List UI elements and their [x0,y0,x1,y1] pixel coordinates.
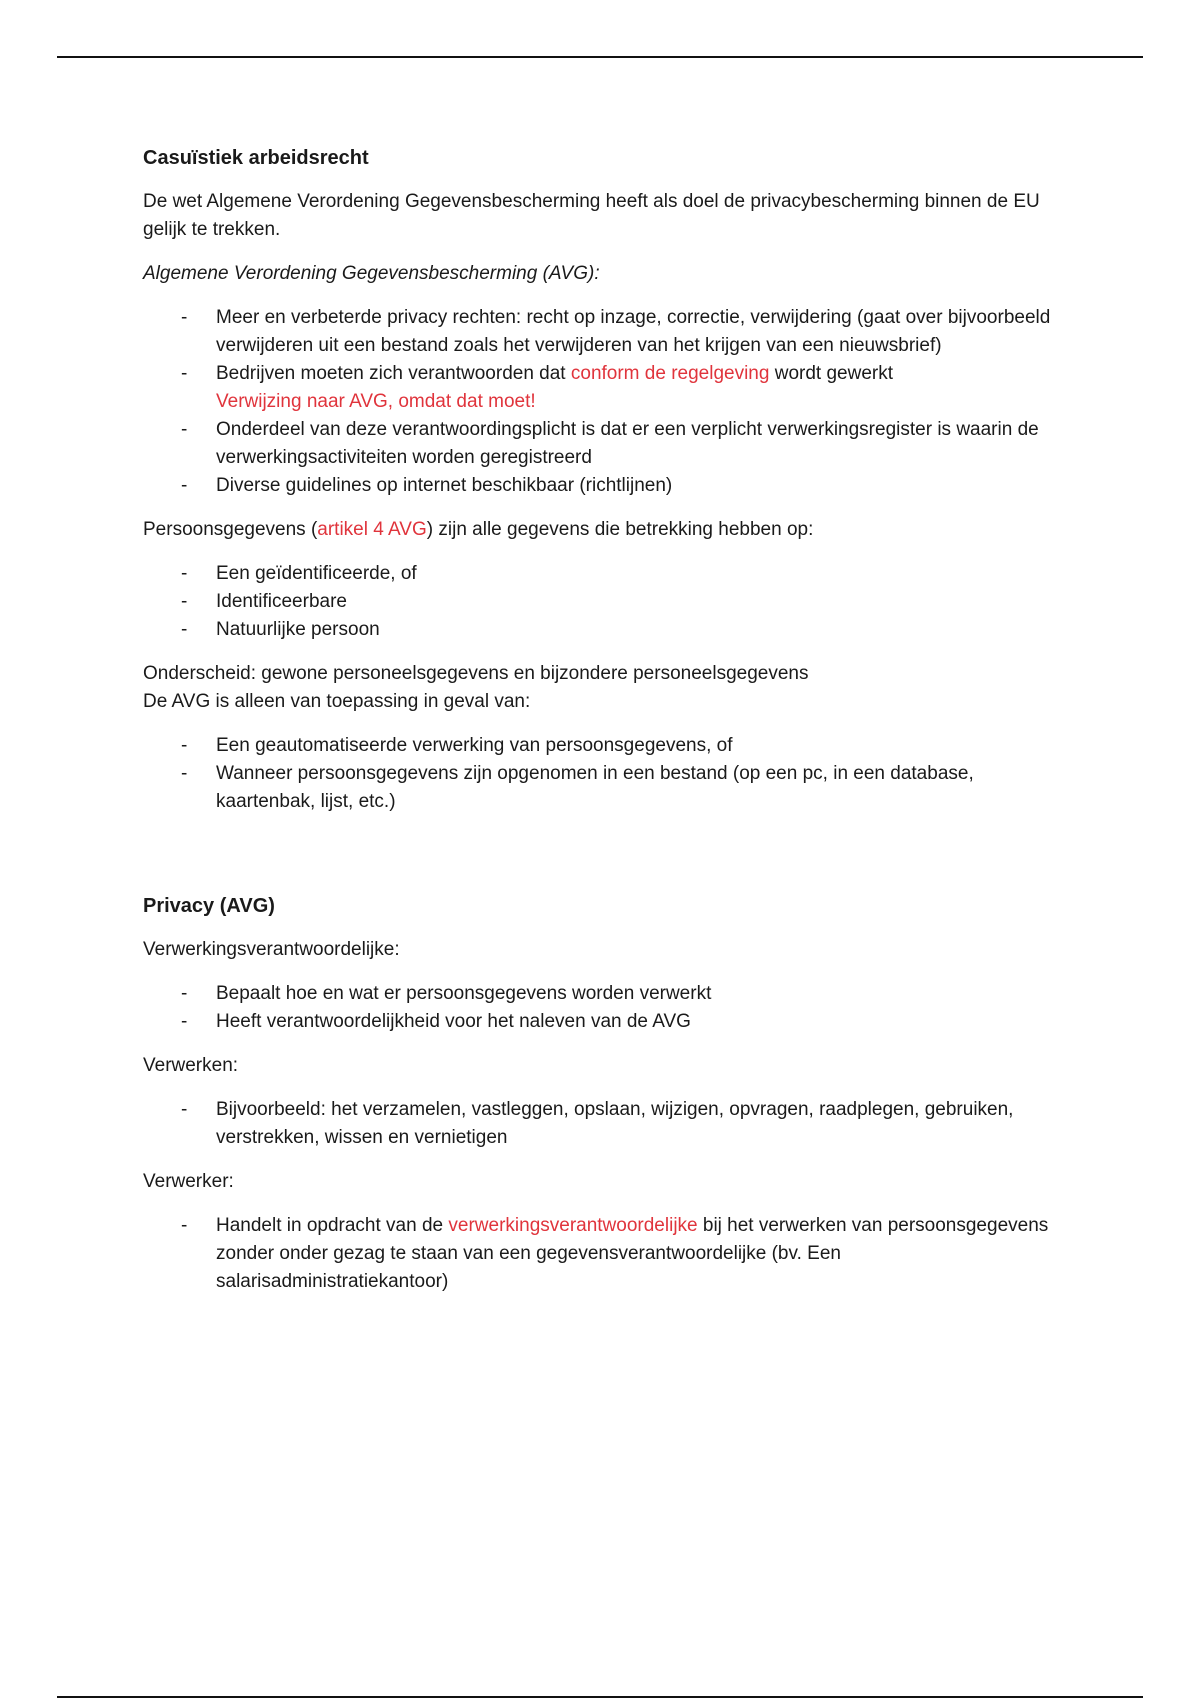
section-title-privacy: Privacy (AVG) [143,895,275,917]
list-item [143,416,1063,472]
list-item-text: Een geautomatiseerde verwerking van persoonsgegevens, of [216,735,733,756]
toepassing-text: De AVG is alleen van toepassing in geval van: [143,691,531,712]
avg-list [143,304,1063,500]
onderscheid-paragraph [143,660,1063,716]
dash-marker: - [181,591,188,612]
document-page [143,140,1063,1312]
vv-list [143,980,1063,1036]
verwerken-list [143,1096,1063,1152]
dash-marker: - [181,1099,188,1120]
list-item [143,732,1063,760]
list-item-text: Bepaalt hoe en wat er persoonsgegevens worden verwerkt [216,983,712,1004]
persoonsgegevens-paragraph [143,516,1063,544]
highlight-conform: conform de regelgeving [570,363,770,384]
dash-marker: - [181,363,188,384]
top-rule [57,56,1143,58]
verwerken-label: Verwerken: [143,1055,239,1076]
dash-marker: - [181,1011,188,1032]
dash-marker: - [181,1215,188,1236]
list-item [143,1008,1063,1036]
dash-marker: - [181,419,188,440]
text-segment: Bedrijven moeten zich verantwoorden dat [216,363,571,384]
list-item [143,980,1063,1008]
list-item-text: Een geïdentificeerde, of [216,563,417,584]
dash-marker: - [181,307,188,328]
text-segment: wordt gewerkt [769,363,893,384]
list-item [143,304,1063,360]
dash-marker: - [181,475,188,496]
list-item-text: Natuurlijke persoon [216,619,380,640]
dash-marker: - [181,983,188,1004]
intro-paragraph: De wet Algemene Verordening Gegevensbescherming heeft als doel de privacybescherming binnen de EU gelijk te trekken. [143,191,1040,240]
avg-label: Algemene Verordening Gegevensbescherming (AVG): [143,263,600,284]
list-item [143,472,1063,500]
dash-marker: - [181,619,188,640]
bottom-rule [57,1696,1143,1698]
list-item-text: Heeft verantwoordelijkheid voor het naleven van de AVG [216,1011,691,1032]
text-segment: ) zijn alle gegevens die betrekking hebben op: [426,519,814,540]
text-segment: Persoonsgegevens ( [143,519,318,540]
list-item-text: Meer en verbeterde privacy rechten: recht op inzage, correctie, verwijdering (gaat over bijvoorbeeld verwijderen uit een bestand zoals het verwijderen van het krijgen van een nieuwsbrief) [216,307,1051,356]
list-item-text [216,1215,1048,1292]
list-item-text: Diverse guidelines op internet beschikbaar (richtlijnen) [216,475,673,496]
toepassing-list [143,732,1063,816]
highlight-artikel: artikel 4 AVG [317,519,427,540]
dash-marker: - [181,735,188,756]
text-segment: bij het verwerken van persoonsgegevens zonder onder gezag te staan van een gegevensverantwoordelijke (bv. Een salarisadministratiekantoor) [216,1215,1049,1292]
list-item [143,1212,1063,1296]
highlight-note: Verwijzing naar AVG, omdat dat moet! [216,391,536,412]
list-item [143,616,1063,644]
section-title-casuistiek: Casuïstiek arbeidsrecht [143,147,369,169]
text-segment: Handelt in opdracht van de [216,1215,449,1236]
section-spacer [143,832,1063,888]
list-item [143,560,1063,588]
list-item [143,588,1063,616]
dash-marker: - [181,563,188,584]
list-item-text: Bijvoorbeeld: het verzamelen, vastleggen, opslaan, wijzigen, opvragen, raadplegen, gebruiken, verstrekken, wissen en vernietigen [216,1099,1014,1148]
verwerker-list [143,1212,1063,1296]
highlight-verwerkingsverantwoordelijke: verwerkingsverantwoordelijke [448,1215,698,1236]
list-item-text: Wanneer persoonsgegevens zijn opgenomen in een bestand (op een pc, in een database, kaartenbak, lijst, etc.) [216,763,974,812]
dash-marker: - [181,763,188,784]
list-item-text: Identificeerbare [216,591,347,612]
verwerkingsverantwoordelijke-label: Verwerkingsverantwoordelijke: [143,939,400,960]
list-item [143,360,1063,416]
onderscheid-text: Onderscheid: gewone personeelsgegevens en bijzondere personeelsgegevens [143,663,809,684]
verwerker-label: Verwerker: [143,1171,234,1192]
list-item [143,760,1063,816]
list-item-text [216,360,1063,388]
persoons-list [143,560,1063,644]
list-item-text: Onderdeel van deze verantwoordingsplicht is dat er een verplicht verwerkingsregister is waarin de verwerkingsactiviteiten worden geregistreerd [216,419,1039,468]
list-item [143,1096,1063,1152]
